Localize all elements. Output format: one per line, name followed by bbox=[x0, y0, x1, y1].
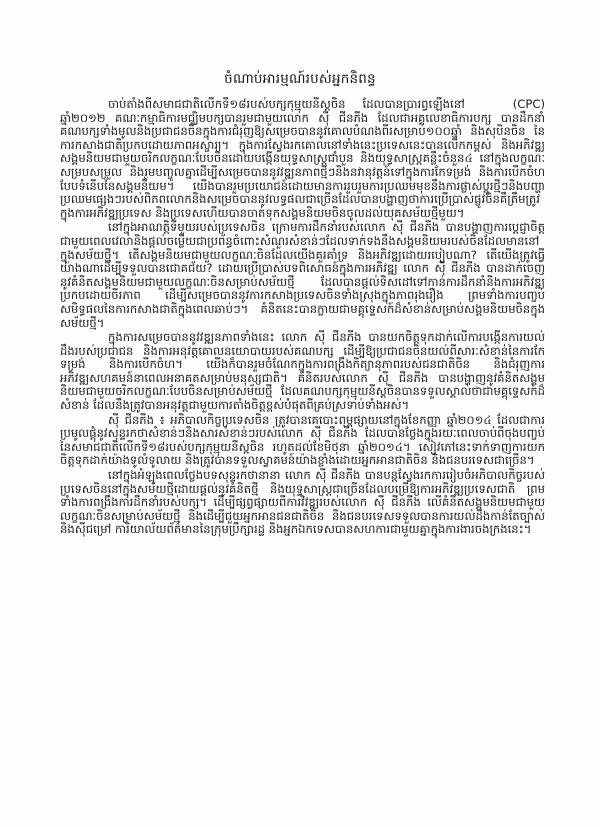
paragraph: នៅក្នុងអាណត្តិទីមួយរបស់ប្រទេសចិន ក្រោមការដឹកនាំរបស់លោក ស៊ី ជីនភីង បានបង្ហាញការប្តេជ្ញាចិត្តជាមួយពេលវេលានិងផ្តល់ចម្លើយជាប្រព័ន្ធចំពោះសំណួរសំខាន់ៗដែលទាក់ទងនឹងសង្គមនិយមរបស់ចិនដែលមាននៅក្នុងសម័យថ្មី។ តើសង្គមនិយមជាមួយលក្ខណៈចិនដែលយើងគួរគាំទ្រ និងអភិវឌ្ឍដោយរបៀបណា? តើយើងត្រូវធ្វើយ៉ាងណាដើម្បីទទួលបានជោគជ័យ? ដោយប្រើប្រាស់បទពិសោធន៍ក្នុងការអភិវឌ្ឍ លោក ស៊ី ជីនភីង បានដាក់ចេញនូវគំនិតសង្គមនិយមជាមួយលក្ខណៈចិនសម្រាប់សម័យថ្មី ដែលបានផ្តល់ទិសដៅទៅកាន់ការដឹកនាំនិងការអភិវឌ្ឍប្រកបដោយចីរភាព ដើម្បីសម្រេចបាននូវការកសាងប្រទេសចិនទាំងស្រុងក្នុងភាពរុងរឿង ព្រមទាំងការបញ្ចប់សមិទ្ធផលនៃការកសាងជាតិក្នុងពេលឆាប់ៗ។ គំនិតនេះបានក្លាយជាមគ្គុទ្ទេសក៍ដ៏សំខាន់សម្រាប់សង្គមនិយមចិនក្នុងសម័យថ្មី។ bbox=[60, 220, 545, 330]
paragraph: នៅក្នុងអំឡុងពេលថ្លែងបទសុន្ទរកថានានា លោក ស៊ី ជីនភីង បានបន្តស្វែងរកការរៀបចំអភិបាលកិច្ចរបស់ប្រទេសចិននៅក្នុងសម័យថ្មីដោយផ្តល់នូវគំនិតថ្មី និងយុទ្ធសាស្ត្រជាច្រើនដែលបម្រើឱ្យការអភិវឌ្ឍប្រទេសជាតិ ព្រមទាំងការពង្រឹងការដឹកនាំរបស់បក្ស។ ដើម្បីផ្សព្វផ្សាយពីការវិវឌ្ឍរបស់លោក ស៊ី ជីនភីង លើគំនិតសង្គមនិយមជាមួយលក្ខណៈចិនសម្រាប់សម័យថ្មី និងដើម្បីជួយអ្នកអានជនជាតិចិន និងជនបរទេសទទួលបានការយល់ដឹងកាន់តែច្បាស់ និងស៊ីជម្រៅ ការិយាល័យព័ត៌មាននៃក្រុមប្រឹក្សារដ្ឋ និងអ្នកឯកទេសបានសហការជាមួយគ្នាក្នុងការងារចងក្រងនេះ។ bbox=[60, 468, 545, 537]
paragraph: ក្នុងការសម្រេចបាននូវវឌ្ឍនភាពទាំងនេះ លោក ស៊ី ជីនភីង បានយកចិត្តទុកដាក់លើការបង្កើនការយល់ដឹងរបស់ប្រជាជន និងការអនុវត្តគោលនយោបាយរបស់គណបក្ស ដើម្បីឱ្យប្រជាជនចិនយល់ពីសារៈសំខាន់នៃការកែទម្រង់ និងការបើកចំហ។ យើងក៏បានរួមចំណែកក្នុងការពង្រឹងកិត្យានុភាពរបស់ជនជាតិចិន និងជំរុញការអភិវឌ្ឍសហគមន៍នាពេលអនាគតសម្រាប់មនុស្សជាតិ។ គំនិតរបស់លោក ស៊ី ជីនភីង បានបង្ហាញនូវគំនិតសង្គមនិយមជាមួយចរិកលក្ខណៈបែបចិនសម្រាប់សម័យថ្មី ដែលគណបក្សកុម្មុយនីស្តចិនបានទទួលស្គាល់ថាជាមគ្គុទ្ទេសក៍ដ៏សំខាន់ ដែលនឹងត្រូវបានអនុវត្តជាមួយការតាំងចិត្តខ្ពស់បំផុតពីគ្រប់ស្រទាប់ទាំងអស់។ bbox=[60, 330, 545, 413]
paragraph bbox=[60, 98, 545, 220]
document-body bbox=[60, 98, 545, 538]
abbreviation-label: (CPC) bbox=[512, 97, 545, 111]
paragraph-text: ចាប់តាំងពីសមាជជាតិលើកទី១៨របស់បក្សកុម្មុយនីស្តចិន ដែលបានប្រារព្ធឡើងនៅឆ្នាំ២០១២ គណៈកម្មាធិការមជ្ឈិមបក្សបានរួមជាមួយលោក ស៊ី ជីនភីង ដែលជាអគ្គលេខាធិការបក្ស បានដឹកនាំគណបក្សទាំងមូលនិងប្រជាជនចិនក្នុងការជំរុញឱ្យសម្រេចបាននូវគោលបំណងពីរសម្រាប់១០០ឆ្នាំ និងសុបិនចិន នៃការកសាងជាតិប្រកបដោយភាពអស្ចារ្យ។ ក្នុងការស្វែងរកគោលនៅទាំងនេះប្រទេសនេះបានលើកកម្ពស់ និងអភិវឌ្ឍសង្គមនិយមជាមួយចរិកលក្ខណៈបែបចិនដោយបង្កើនយុទ្ធសាស្ត្រជាំបួន និងយុទ្ធសាស្ត្រគន្លឹះចំនួន៤ នៅក្នុងលក្ខណៈសម្របសម្រួល និងរួមបញ្ចូលគ្នាដើម្បីសម្រេចបាននូវវឌ្ឍនភាពថ្មីៗនិងនវានុវត្តន៍ទៅក្នុងការកែទម្រង់ និងការបើកចំហបែបទំនើបនៃសង្គមនិយម។ យើងបានរួមប្រយោជន៍ដោយមានការរួបរួមការប្រឈមមុខនឹងការផ្លាស់ប្តូរថ្មីៗនិងបញ្ហាប្រឈមផ្សេងៗរបស់ពិភពលោកនិងសម្រេចបាននូវលទ្ធផលជាច្រើនដែលបានបង្ហាញថាការប្រើប្រាស់ផ្លូវចិនគឺត្រឹមត្រូវក្នុងការអភិវឌ្ឍប្រទេស និងប្រទេសហើយបានចាត់ទុកសង្គមនិយមចិនចូលដល់យុគសម័យថ្មីមួយ។ bbox=[60, 97, 545, 220]
paragraph: ស៊ី ជីនភីង ៖ អភិបាលកិច្ចប្រទេសចិន ត្រូវបានគេបោះពុម្ពផ្សាយនៅក្នុងខែកញ្ញា ឆ្នាំ២០១៤ ដែលជាការប្រមូលផ្តុំនូវសុន្ទរកថាសំខាន់ៗនិងសារសំខាន់ៗរបស់លោក ស៊ី ជីនភីង ដែលបានថ្លែងក្នុងរយៈពេលចាប់ពីចុងបញ្ចប់នៃសមាជជាតិលើកទី១៨របស់បក្សកុម្មុយនីស្តចិន រហូតដល់ខែមិថុនា ឆ្នាំ២០១៤។ សៀវភៅនេះទាក់ទាញការយកចិត្តទុកដាក់យ៉ាងទូលំទូលាយ និងត្រូវបានទទួលស្វាគមន៍យ៉ាងខ្លាំងដោយអ្នកអានជាតិចិន និងជនបរទេសជាច្រើន។ bbox=[60, 412, 545, 468]
document-title: ចំណាប់អារម្មណ៍របស់អ្នកនិពន្ធ bbox=[224, 71, 376, 87]
